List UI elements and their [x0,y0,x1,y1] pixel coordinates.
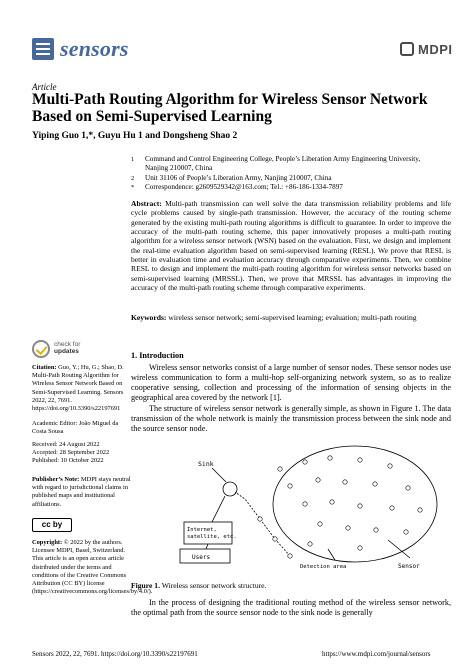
correspondence-text: Correspondence: g2609529342@163.com; Tel.: +86-186-1334-7897 [145,183,343,191]
academic-editor [32,420,132,436]
keywords [131,313,451,322]
footer-citation[interactable]: Sensors 2022, 22, 7691. https://doi.org/10.3390/s22197691 [32,650,198,658]
routing-path [235,492,290,556]
sensor-node [288,484,292,488]
keywords-label: Keywords: [131,313,167,322]
figure-caption [131,581,266,590]
sink-to-internet-link [212,496,225,522]
section-heading: 1. Introduction [131,351,184,360]
affiliation-1 [131,155,445,173]
sensor-node [258,517,262,521]
label-detection-area: Detection area [300,564,347,570]
publisher-name: MDPI [418,42,453,57]
abstract [131,199,451,292]
author-list: Yiping Guo 1,*, Guyu Hu 1 and Dongsheng Shao 2 [32,131,238,141]
sensor-node [343,480,347,484]
check-for-updates-link[interactable] [54,341,80,355]
editor-label: Academic Editor: [32,420,78,427]
copyright-text: © 2022 by the authors. Licensee MDPI, Basel, Switzerland. This article is an open access article distributed under the terms and conditions of the Creative Commons Attribution (CC BY) license (https://creativecommons.org/licenses/by/4.0/). [32,539,153,596]
affiliation-2 [131,174,445,183]
internet-to-users-link [206,544,208,549]
editor-name: João Miguel da Costa Sousa [32,420,119,436]
publisher-note [32,476,132,509]
abstract-text: Multi-path transmission can well solve the data transmission reliability problems and life cycle problems caused by single-path transmission. However, the accuracy of the routing scheme generated by the existing multi-path routing algorithms is difficult to guarantee. In order to improve the accuracy of the multi-path routing scheme, this paper innovatively proposes a multi-path routing algorithm for a wireless sensor network (WSN) based on the evaluation. First, we design and implement the real-time evaluation algorithm based on semi-supervised learning (RESL). We prove that RESL is better in evaluation time and evaluation accuracy through comparative experiments. Then, we combine RESL to design and implement the multi-path routing algorithm for wireless sensor networks based on semi-supervised learning (MRSSL). Then, we prove that MRSSL has advantages in improving the accuracy of the multi-path routing scheme through comparative experiments. [131,199,451,293]
label-internet [187,527,237,540]
sensor-node [406,486,410,490]
sensor-node [288,554,292,558]
sensor-node [278,467,282,471]
accepted-date: Accepted: 28 September 2022 [32,449,110,457]
sensor-node [346,526,350,530]
sensor-node [358,458,362,462]
sensor-node [308,542,312,546]
paragraph-1: Wireless sensor networks consist of a large number of sensor nodes. These sensor nodes use wireless communication to form a multi-hop self-organizing network system, so as to realize cooperative sensing, collection and processing of the information of sensing objects in the geographical area covered by the network [1]. [131,363,451,402]
sensor-node [388,464,392,468]
received-date: Received: 24 August 2022 [32,441,100,448]
affiliation-text: Command and Control Engineering College, People’s Liberation Army Engineering University, Nanjing 210007, China [145,155,421,172]
abstract-label: Abstract: [131,199,162,208]
copyright-label: Copyright: [32,539,63,546]
sensor-node [328,456,332,460]
correspondence [131,183,445,192]
footer-journal-link[interactable]: https://www.mdpi.com/journal/sensors [322,650,431,658]
sink-label-leader [212,468,226,482]
sensor-node [303,502,307,506]
citation-block [32,364,132,413]
article-type: Article [32,82,57,92]
affiliation-mark: * [131,184,135,191]
label-users: Users [192,554,211,561]
affiliation-mark: 2 [131,175,135,182]
figure-network-structure [170,444,450,576]
sensor-node [318,522,322,526]
sensor-nodes [258,456,422,558]
cc-license-badge[interactable]: cc by [32,518,72,532]
sensor-node [358,546,362,550]
paragraph-2: The structure of wireless sensor network is generally simple, as shown in Figure 1. The data transmission of the whole network is mainly the transmission process between the sink node and the source sensor node. [131,404,451,433]
internet-box [184,522,232,544]
citation-text: Guo, Y.; Hu, G.; Shao, D. Multi-Path Routing Algorithm for Wireless Sensor Network Based on Semi-Supervised Learning. Sensors 2022, 22, 7691. https://doi.org/10.3390/s22197691 [32,364,124,413]
publisher-note-label: Publisher’s Note: [32,476,80,483]
keywords-text: wireless sensor network; semi-supervised learning; evaluation; multi-path routing [168,313,417,322]
sensor-node [358,504,362,508]
figure-caption-label: Figure 1. [131,581,160,590]
publisher-logo-icon [400,42,414,56]
sensor-node [273,537,277,541]
detection-area-ellipse [273,446,437,562]
check-line-1: check for [54,341,81,348]
publisher-note-text: MDPI stays neutral with regard to jurisdictional claims in published maps and institutional affiliations. [32,476,131,508]
journal-logo-icon [32,38,54,60]
label-internet-line1: Internet, [187,527,217,533]
sensor-node [330,500,334,504]
figure-caption-text: Wireless sensor network structure. [161,581,267,590]
check-for-updates-icon[interactable] [32,340,50,358]
sensor-node [303,460,307,464]
label-internet-line2: satellite, etc. [187,534,237,540]
citation-label: Citation: [32,364,57,371]
sensor-node [418,508,422,512]
article-title: Multi-Path Routing Algorithm for Wireless Sensor Network Based on Semi-Supervised Learning [32,91,428,125]
publication-dates [32,441,132,466]
affiliation-mark: 1 [131,156,135,163]
sensor-node [373,482,377,486]
label-sensor: Sensor [398,563,420,570]
affiliation-text: Unit 31106 of People’s Liberation Army, Nanjing 210007, China [145,174,332,182]
sensor-node [316,478,320,482]
published-date: Published: 10 October 2022 [32,457,104,465]
journal-name: sensors [60,36,129,61]
publisher-logo [400,42,453,57]
check-line-2: updates [54,348,79,355]
sensor-node [404,530,408,534]
sensor-node [390,506,394,510]
label-sink: Sink [198,460,214,468]
sink-node [223,482,237,496]
paragraph-3: In the process of designing the traditional routing method of the wireless sensor network, the optimal path from the source sensor node to the sink node is generally [131,598,451,617]
detection-label-leader [328,549,335,560]
sensor-node [374,528,378,532]
